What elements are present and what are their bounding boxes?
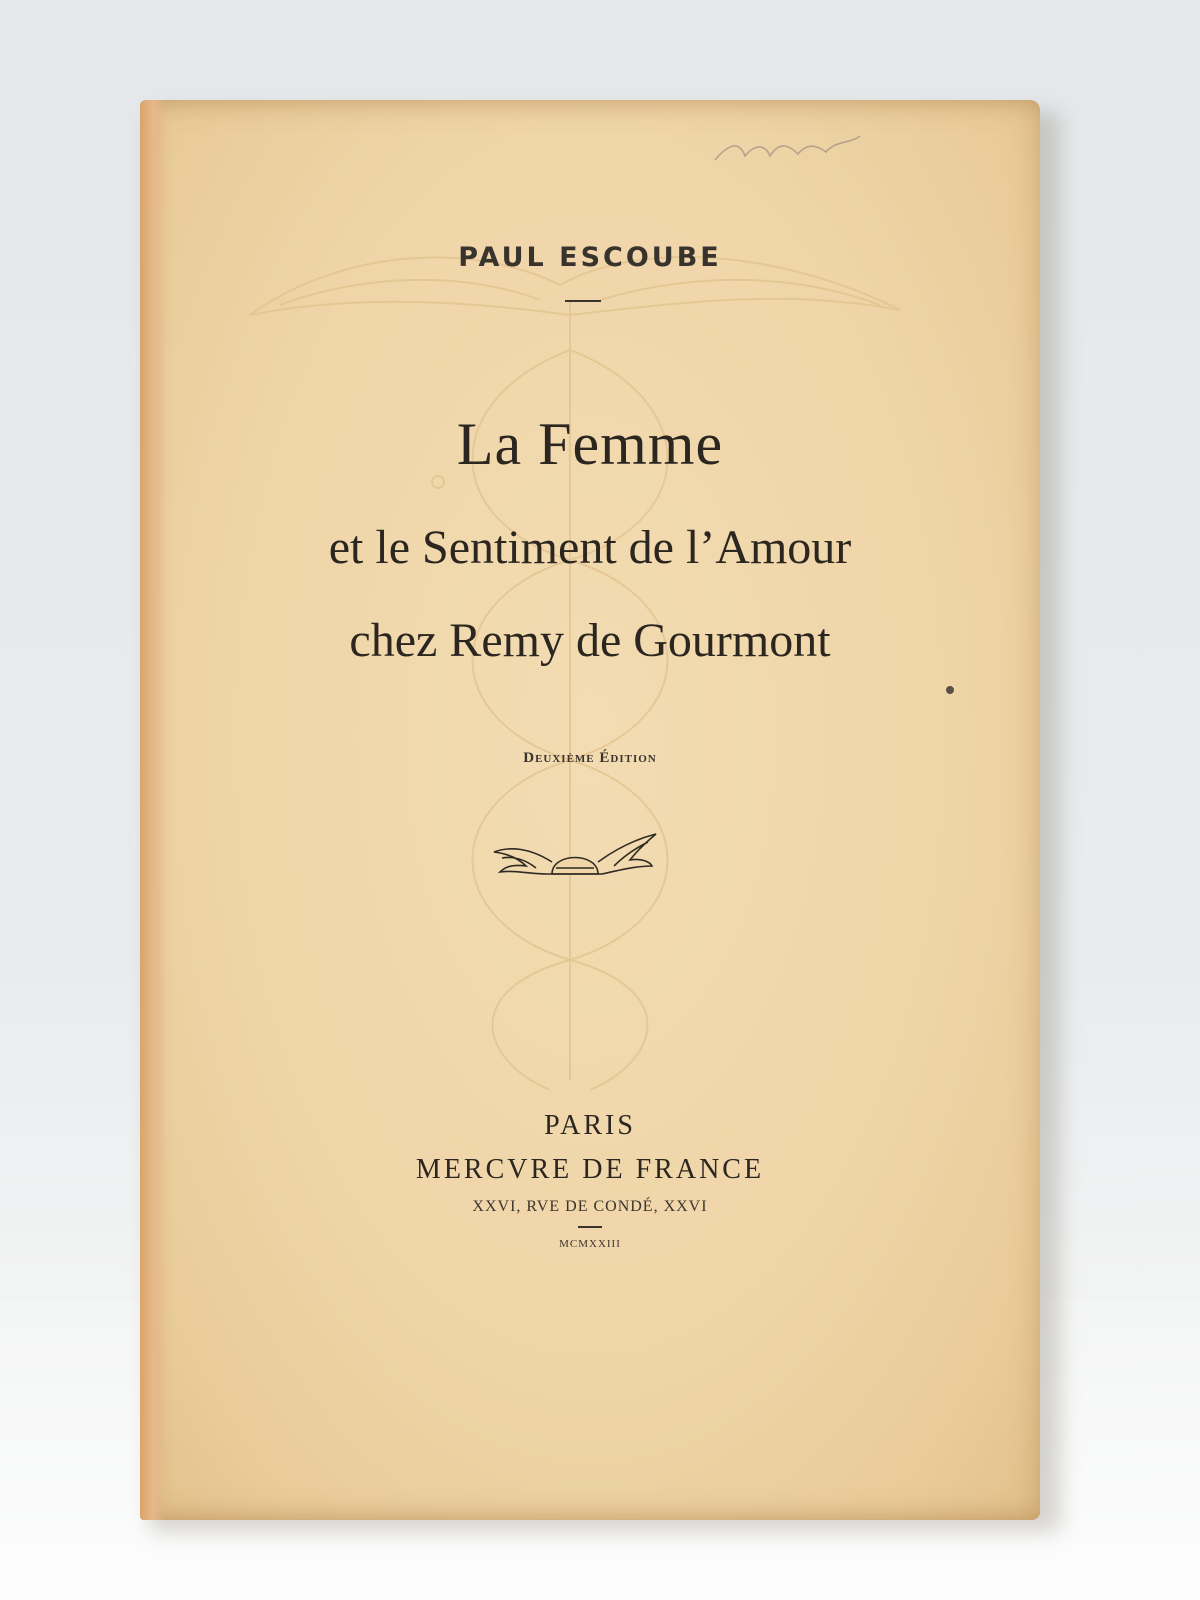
edition-label: Deuxième Édition [523, 750, 657, 766]
book-subtitle-line-1: et le Sentiment de l’Amour [328, 521, 852, 574]
publication-year: MCMXXIII [559, 1238, 621, 1250]
author-name: PAUL ESCOUBE [458, 242, 722, 273]
address-divider [578, 1226, 602, 1228]
publication-city: PARIS [544, 1110, 636, 1141]
publisher-address: XXVI, RVE DE CONDÉ, XXVI [472, 1198, 708, 1215]
pencil-notation [710, 122, 870, 172]
winged-helmet-icon [490, 828, 660, 888]
book-cover [140, 100, 1040, 1520]
caduceus-watermark-icon [140, 100, 1040, 1520]
book-subtitle-line-2: chez Remy de Gourmont [349, 614, 831, 667]
book-title: La Femme [456, 411, 724, 477]
paper-speck [946, 686, 954, 694]
publisher-name: MERCVRE DE FRANCE [415, 1154, 765, 1185]
author-divider [565, 300, 601, 302]
